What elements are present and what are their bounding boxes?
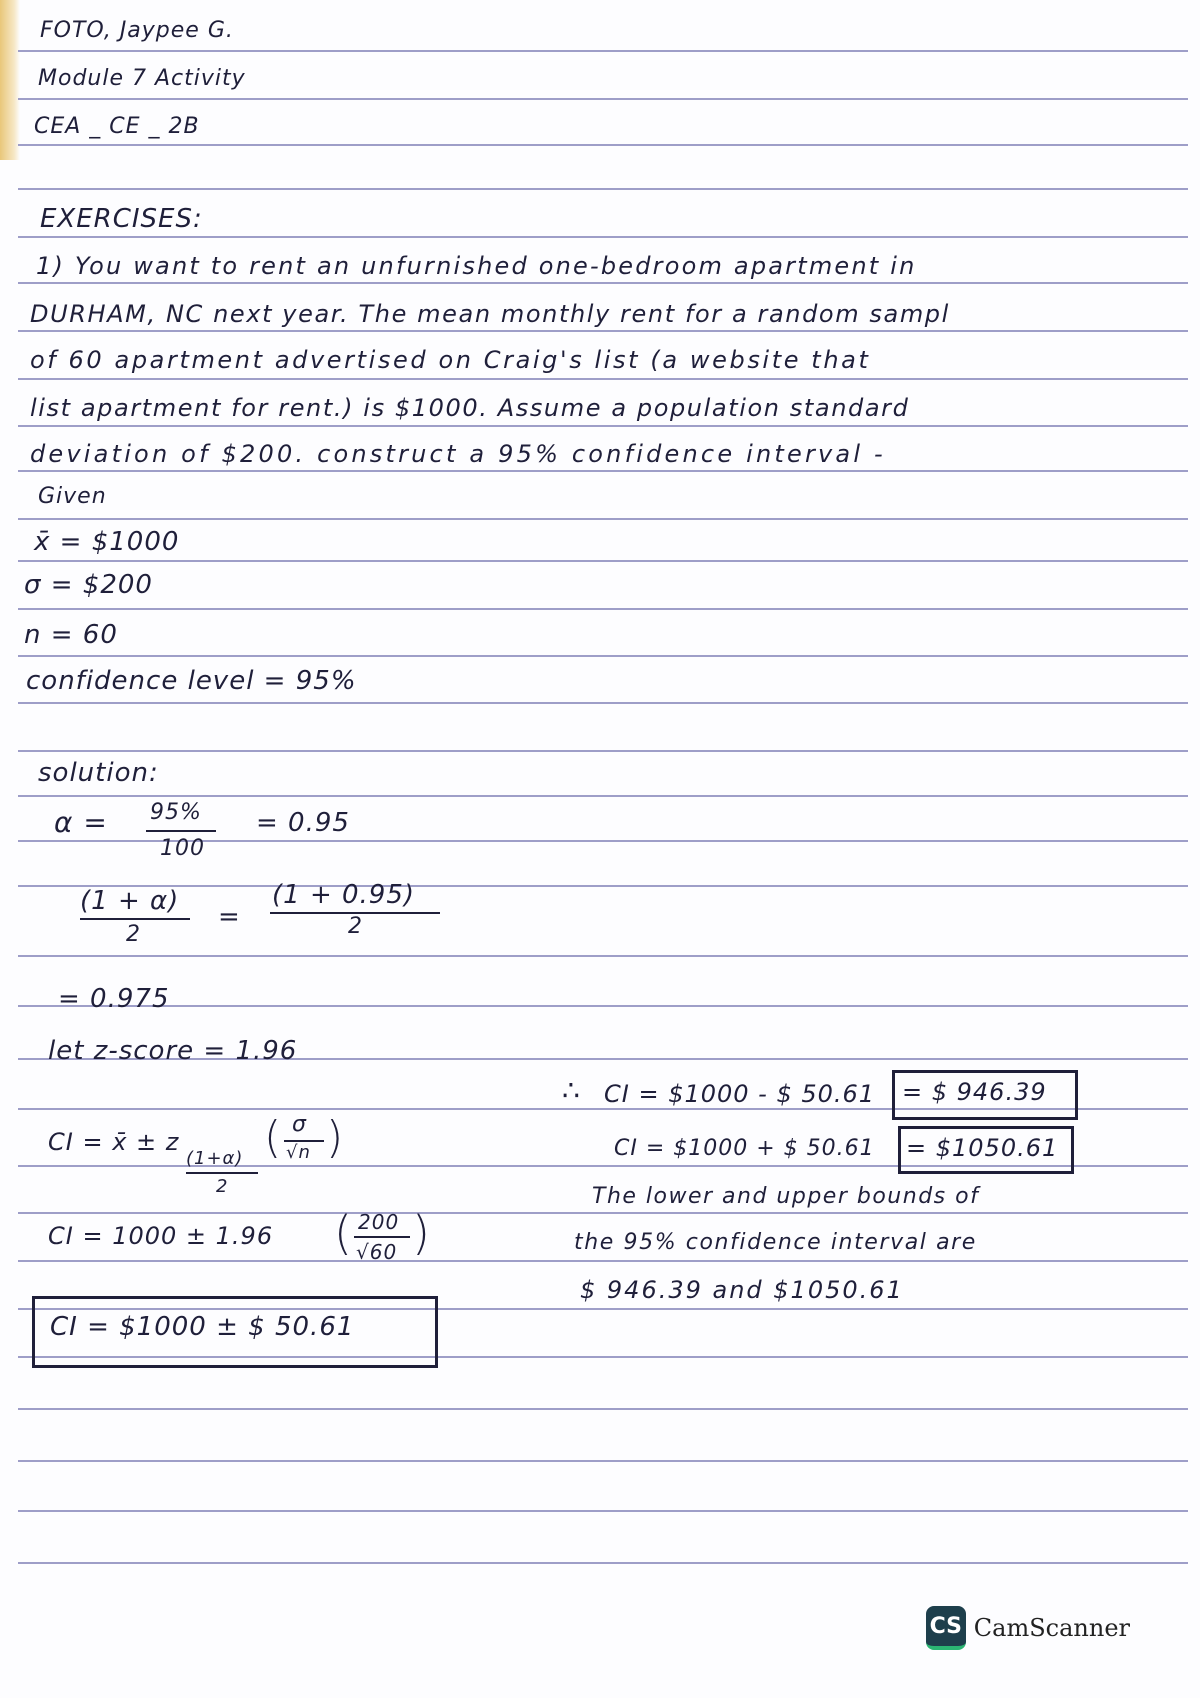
page-margin-edge (0, 0, 20, 160)
solution-label: solution: (38, 758, 159, 788)
ruled-line (18, 378, 1188, 380)
ruled-line (18, 282, 1188, 284)
given-confidence-level: confidence level = 95% (26, 666, 357, 696)
half-alpha-denominator: 2 (126, 922, 141, 947)
ci-formula-fraction-numerator: σ (292, 1112, 307, 1137)
z-score-statement: let z-score = 1.96 (48, 1036, 298, 1066)
alpha-result: = 0.95 (256, 808, 350, 838)
ci-substitution-lhs: CI = 1000 ± 1.96 (48, 1222, 274, 1250)
lower-bound-expression: CI = $1000 - $ 50.61 (604, 1080, 876, 1108)
upper-bound-expression: CI = $1000 + $ 50.61 (614, 1136, 875, 1161)
ruled-line (18, 518, 1188, 520)
alpha-lhs: α = (54, 806, 108, 839)
conclusion-line-1: The lower and upper bounds of (592, 1184, 980, 1209)
half-alpha-numerator: (1 + α) (80, 886, 180, 916)
problem-line-1: 1) You want to rent an unfurnished one-bedroom apartment in (36, 252, 917, 280)
ci-formula-subscript-bar (186, 1172, 258, 1174)
half-alpha-result: = 0.975 (58, 984, 170, 1014)
upper-bound-value: = $1050.61 (906, 1134, 1059, 1162)
camscanner-watermark (926, 1606, 1130, 1650)
ruled-line (18, 188, 1188, 190)
ruled-line (18, 1510, 1188, 1512)
ci-substitution-denominator: √60 (356, 1240, 398, 1264)
given-sample-size: n = 60 (24, 620, 118, 650)
ruled-line (18, 608, 1188, 610)
lower-bound-value: = $ 946.39 (902, 1078, 1047, 1106)
ruled-line (18, 750, 1188, 752)
ruled-line (18, 1260, 1188, 1262)
student-name: FOTO, Jaypee G. (40, 18, 234, 43)
ci-substitution-fraction-bar (354, 1236, 410, 1238)
ruled-line (18, 560, 1188, 562)
given-sigma: σ = $200 (24, 570, 153, 600)
ci-formula-open-paren: ( (264, 1112, 283, 1163)
given-label: Given (38, 484, 107, 509)
module-title: Module 7 Activity (38, 66, 246, 91)
problem-line-5: deviation of $200. construct a 95% confidence interval - (30, 440, 886, 468)
half-alpha-numerator-substituted: (1 + 0.95) (272, 880, 416, 910)
problem-line-4: list apartment for rent.) is $1000. Assume a population standard (30, 394, 910, 422)
half-alpha-fraction-bar (80, 918, 190, 920)
exercises-title: EXERCISES: (40, 204, 203, 234)
camscanner-label: CamScanner (973, 1614, 1130, 1642)
ruled-line (18, 1212, 1188, 1214)
ci-substitution-numerator: 200 (358, 1210, 400, 1234)
therefore-symbol: ∴ (562, 1074, 581, 1107)
ruled-line (18, 1005, 1188, 1007)
ruled-line (18, 702, 1188, 704)
ruled-line (18, 655, 1188, 657)
ci-formula-fraction-denominator: √n (286, 1142, 311, 1163)
ci-substitution-close-paren: ) (412, 1206, 431, 1260)
camscanner-logo-icon: CS (926, 1606, 966, 1650)
ci-substitution-open-paren: ( (334, 1206, 353, 1260)
alpha-fraction-bar (146, 830, 216, 832)
alpha-denominator: 100 (160, 836, 205, 861)
ruled-line (18, 1562, 1188, 1564)
ruled-line (18, 795, 1188, 797)
problem-line-3: of 60 apartment advertised on Craig's list (a website that (30, 346, 871, 374)
ruled-line (18, 50, 1188, 52)
half-alpha-equals: = (218, 902, 241, 932)
ruled-line (18, 470, 1188, 472)
ruled-line (18, 1408, 1188, 1410)
ruled-line (18, 425, 1188, 427)
ruled-line (18, 885, 1188, 887)
alpha-numerator: 95% (150, 800, 202, 825)
ruled-line (18, 955, 1188, 957)
half-alpha-denominator-substituted: 2 (348, 914, 363, 939)
problem-line-2: DURHAM, NC next year. The mean monthly rent for a random sampl (30, 300, 950, 328)
ci-formula-close-paren: ) (326, 1112, 345, 1163)
ruled-line (18, 236, 1188, 238)
ruled-line (18, 1460, 1188, 1462)
ruled-line (18, 98, 1188, 100)
ci-formula-subscript-denominator: 2 (216, 1176, 229, 1197)
ci-formula-lhs: CI = x̄ ± z (48, 1128, 180, 1156)
conclusion-line-3: $ 946.39 and $1050.61 (580, 1276, 904, 1304)
given-mean: x̄ = $1000 (34, 527, 180, 557)
ruled-line (18, 330, 1188, 332)
ruled-line (18, 144, 1188, 146)
course-section: CEA _ CE _ 2B (34, 114, 200, 139)
boxed-ci-result-text: CI = $1000 ± $ 50.61 (50, 1312, 355, 1342)
ci-formula-subscript: (1+α) (186, 1148, 244, 1169)
conclusion-line-2: the 95% confidence interval are (574, 1230, 977, 1255)
